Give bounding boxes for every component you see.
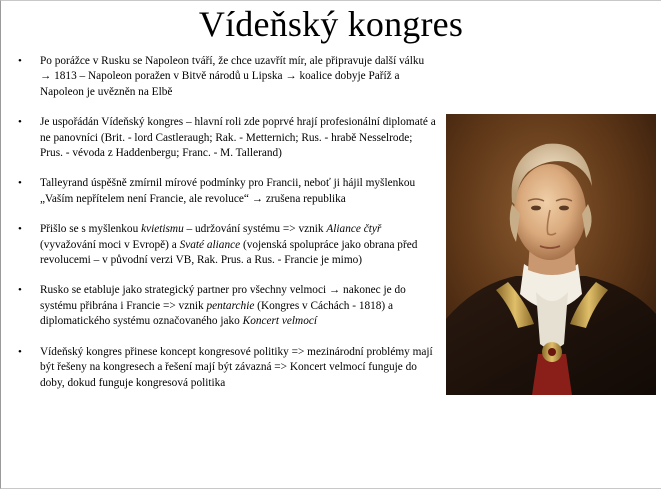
bullet-text: Je uspořádán Vídeňský kongres – hlavní roli zde poprvé hrají profesionální diplomaté a ne panovníci (Brit. - lord Castleraugh; Rak. - Metternich; Rus. - hrabě Nesselrode; Prus. - vévoda z Haddenbergu; Franc. - M. Tallerand) — [40, 116, 436, 160]
bullet-marker: • — [18, 223, 22, 236]
bullet-text: Přišlo se s myšlenkou — [40, 223, 142, 236]
bullet-marker: • — [18, 116, 22, 129]
bullet-text: – udržování systému => vznik — [183, 223, 327, 236]
bullet-text: Po porážce v Rusku se Napoleon tváří, že chce uzavřít mír, ale připravuje další válku → 1813 – Napoleon poražen v Bitvě národů u Lipska → koalice dobyje Paříž a Napoleon je uvězněn na Elbě — [40, 55, 425, 98]
bullet-list — [18, 54, 438, 406]
bullet-item — [18, 54, 438, 100]
bullet-italic-text: Svaté aliance — [179, 238, 241, 251]
bullet-marker: • — [18, 55, 22, 67]
bullet-italic-text: Koncert velmocí — [242, 315, 318, 328]
bullet-marker: • — [18, 345, 22, 358]
bullet-item — [18, 176, 438, 207]
bullet-item — [18, 283, 438, 329]
bullet-text: Vídeňský kongres přinese koncept kongresové politiky => mezinárodní problémy mají být řešeny na kongresech a řešení mají být závazná => Koncert velmocí funguje do doby, dokud funguje kongresová politika — [40, 345, 433, 389]
bullet-text: (Kongres v Cáchách - 1818) a diplomatického systému označovaného jako — [40, 299, 394, 328]
bullet-marker: • — [18, 177, 22, 190]
bullet-text: Talleyrand úspěšně zmírnil mírové podmínky pro Francii, neboť ji hájil myšlenkou „Vaším nepřítelem není Francie, ale revoluce“ → zrušena republika — [40, 177, 416, 205]
bullet-text: (vyvažování moci v Evropě) a — [40, 238, 180, 251]
bullet-item — [18, 345, 438, 391]
bullet-item — [18, 115, 438, 161]
bullet-italic-text: pentarchie — [206, 299, 255, 312]
bullet-text: (vojenská spolupráce jako obrana před revolucemi – v původní verzi VB, Rak. Prus. a Rus. - Francie je mimo) — [40, 238, 418, 267]
portrait-image — [446, 114, 656, 395]
slide-title: Vídeňský kongres — [198, 4, 464, 44]
bullet-italic-text: kvietismu — [141, 223, 184, 236]
bullet-text: Rusko se etabluje jako strategický partner pro všechny velmoci → nakonec je do systému přibrána i Francie => vznik — [40, 284, 406, 312]
bullet-item — [18, 222, 438, 268]
bullet-marker: • — [18, 284, 22, 297]
bullet-italic-text: Aliance čtyř — [326, 223, 382, 236]
